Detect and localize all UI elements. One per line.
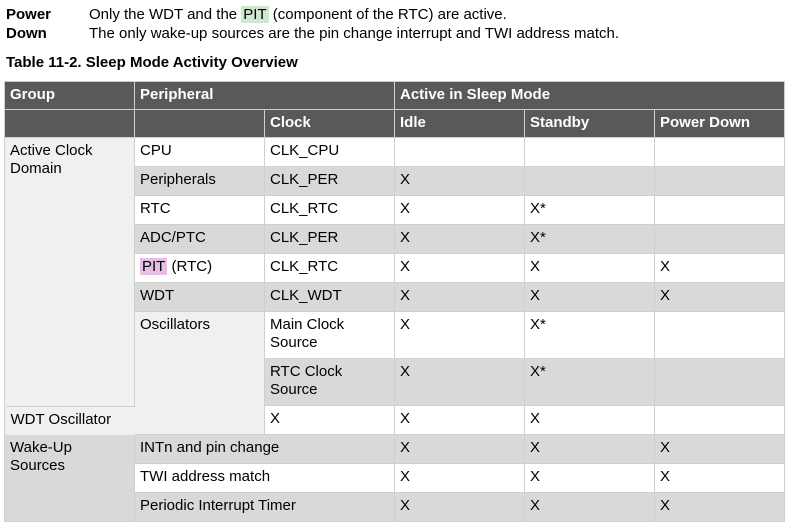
- cell-peripheral: CPU: [135, 138, 265, 167]
- header-standby: Standby: [525, 110, 655, 138]
- cell-idle: X: [395, 283, 525, 312]
- cell-standby: X: [525, 283, 655, 312]
- cell-power-down: [655, 138, 785, 167]
- pit-highlight-pink: PIT: [142, 258, 166, 275]
- cell-power-down: X: [655, 464, 785, 493]
- cell-idle: X: [395, 225, 525, 254]
- cell-idle: X: [395, 464, 525, 493]
- definition-line-1-start: Only the WDT and the: [89, 6, 242, 23]
- cell-power-down: [655, 167, 785, 196]
- definition-line-2: The only wake-up sources are the pin change interrupt and TWI address match.: [89, 25, 620, 42]
- cell-idle: X: [395, 359, 525, 406]
- clock-line-1: RTC Clock: [270, 363, 343, 380]
- cell-clock: CLK_PER: [265, 225, 395, 254]
- header-active-in-sleep-mode: Active in Sleep Mode: [395, 82, 785, 110]
- cell-clock: CLK_WDT: [265, 283, 395, 312]
- cell-standby: X: [525, 493, 655, 522]
- cell-wakeup-source: TWI address match: [135, 464, 395, 493]
- definition-line-1: [89, 5, 619, 24]
- definition-term-line-2: Down: [6, 25, 47, 42]
- table-row-cpu: [5, 138, 785, 167]
- cell-power-down: X: [655, 435, 785, 464]
- cell-clock: [265, 312, 395, 359]
- cell-power-down: [655, 196, 785, 225]
- group-label-line-1: Active Clock: [10, 142, 93, 159]
- cell-standby: [525, 138, 655, 167]
- clock-line-2: Source: [270, 334, 318, 351]
- cell-idle: [395, 138, 525, 167]
- header-clock: Clock: [265, 110, 395, 138]
- cell-idle: X: [395, 167, 525, 196]
- group-wdt-oscillator: [6, 406, 135, 435]
- cell-peripheral-oscillators: Oscillators: [135, 312, 265, 435]
- cell-peripheral: [135, 254, 265, 283]
- group-label-line-2: Sources: [10, 457, 66, 474]
- cell-clock: X: [265, 406, 395, 435]
- cell-standby: X: [525, 406, 655, 435]
- cell-power-down: X: [655, 493, 785, 522]
- table-caption: Table 11-2. Sleep Mode Activity Overview: [6, 54, 298, 71]
- table-row-intn: [5, 435, 785, 464]
- pit-suffix: (RTC): [167, 258, 213, 275]
- cell-idle: X: [395, 196, 525, 225]
- cell-power-down: X: [655, 283, 785, 312]
- definition-term-line-1: Power: [6, 6, 52, 23]
- cell-wakeup-source: Periodic Interrupt Timer: [135, 493, 395, 522]
- cell-standby: X*: [525, 312, 655, 359]
- cell-power-down: X: [655, 254, 785, 283]
- header-idle: Idle: [395, 110, 525, 138]
- cell-peripheral: ADC/PTC: [135, 225, 265, 254]
- pit-highlight-green: PIT: [243, 6, 267, 23]
- group-active-clock-domain: [5, 138, 135, 435]
- cell-standby: [525, 167, 655, 196]
- header-peripheral: Peripheral: [135, 82, 395, 110]
- clock-line-2: Source: [270, 381, 318, 398]
- header-row-2: [5, 110, 785, 138]
- group-label-line-1: Wake-Up: [10, 439, 72, 456]
- header-row-1: [5, 82, 785, 110]
- cell-standby: X*: [525, 359, 655, 406]
- cell-power-down: [655, 406, 785, 435]
- group-label-line-2: Domain: [10, 160, 62, 177]
- cell-idle: X: [395, 493, 525, 522]
- cell-peripheral: WDT: [135, 283, 265, 312]
- header-group: Group: [5, 82, 135, 110]
- group-wake-up-sources: [5, 435, 135, 522]
- cell-idle: X: [395, 254, 525, 283]
- cell-idle: X: [395, 312, 525, 359]
- group-wdt-oscillator-label: WDT Oscillator: [10, 410, 112, 428]
- cell-power-down: [655, 312, 785, 359]
- header-group-continued: [5, 110, 135, 138]
- cell-clock: CLK_CPU: [265, 138, 395, 167]
- cell-clock: [265, 359, 395, 406]
- cell-standby: X*: [525, 225, 655, 254]
- cell-standby: X*: [525, 196, 655, 225]
- definition-term: [6, 5, 51, 43]
- cell-clock: CLK_PER: [265, 167, 395, 196]
- cell-peripheral: RTC: [135, 196, 265, 225]
- sleep-mode-table: [4, 81, 785, 522]
- definition-line-1-end: (component of the RTC) are active.: [268, 6, 507, 23]
- cell-standby: X: [525, 254, 655, 283]
- cell-power-down: [655, 225, 785, 254]
- cell-clock: CLK_RTC: [265, 196, 395, 225]
- cell-peripheral: Peripherals: [135, 167, 265, 196]
- clock-line-1: Main Clock: [270, 316, 345, 333]
- cell-wakeup-source: INTn and pin change: [135, 435, 395, 464]
- cell-power-down: [655, 359, 785, 406]
- cell-standby: X: [525, 435, 655, 464]
- cell-clock: CLK_RTC: [265, 254, 395, 283]
- cell-idle: X: [395, 406, 525, 435]
- cell-standby: X: [525, 464, 655, 493]
- definition-description: [89, 5, 619, 43]
- header-power-down: Power Down: [655, 110, 785, 138]
- header-peripheral-blank: [135, 110, 265, 138]
- cell-idle: X: [395, 435, 525, 464]
